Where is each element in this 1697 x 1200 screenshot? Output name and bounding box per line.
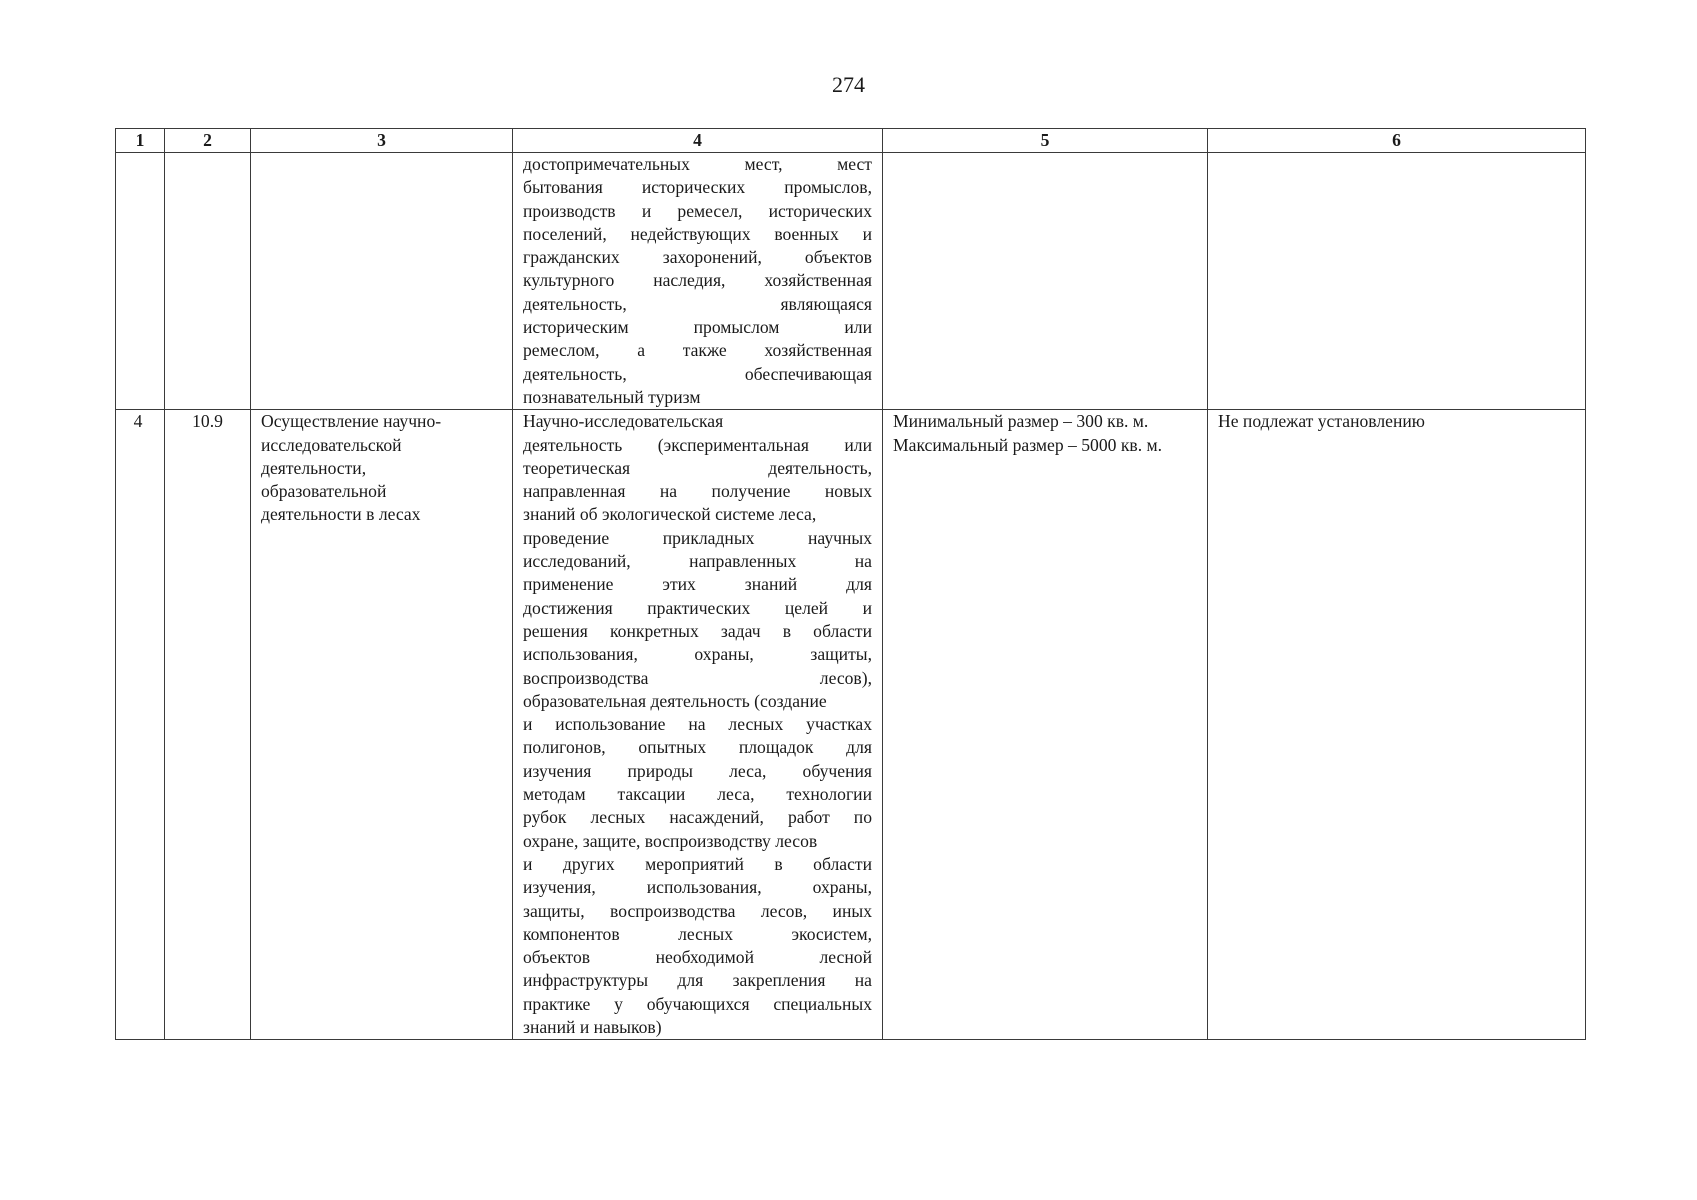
row1-col4-description	[513, 153, 883, 410]
header-col-2: 2	[165, 129, 251, 153]
row2-col4-description	[513, 410, 883, 1040]
text-line: деятельность, обеспечивающая	[523, 363, 872, 384]
row1-col2	[165, 153, 251, 410]
text-line: и других мероприятий в области	[523, 853, 872, 874]
text-line: деятельности,	[261, 457, 367, 478]
row1-col1	[116, 153, 165, 410]
header-col-4: 4	[513, 129, 883, 153]
text-line: изучения, использования, охраны,	[523, 877, 872, 898]
row1-col5	[883, 153, 1208, 410]
text-line: познавательный туризм	[523, 386, 701, 407]
text-line: защиты, воспроизводства лесов, иных	[523, 900, 872, 921]
text-line: компонентов лесных экосистем,	[523, 923, 872, 944]
text-line: образовательной	[261, 481, 387, 502]
row2-col1-number: 4	[116, 410, 165, 1040]
text-line: полигонов, опытных площадок для	[523, 737, 872, 758]
text-line: воспроизводства лесов),	[523, 667, 872, 688]
text-line: применение этих знаний для	[523, 574, 872, 595]
text-line: рубок лесных насаждений, работ по	[523, 807, 872, 828]
text-line: историческим промыслом или	[523, 317, 872, 338]
text-line: инфраструктуры для закрепления на	[523, 970, 872, 991]
text-line: знаний об экологической системе леса,	[523, 504, 817, 525]
row2-col6-restrictions: Не подлежат установлению	[1208, 410, 1586, 1040]
text-line: практике у обучающихся специальных	[523, 993, 872, 1014]
text-line: Научно-исследовательская	[523, 411, 724, 432]
page-number: 274	[832, 72, 865, 97]
row2-col2-code: 10.9	[165, 410, 251, 1040]
text-line: ремеслом, а также хозяйственная	[523, 340, 872, 361]
text-line: деятельность, являющаяся	[523, 293, 872, 314]
row1-col6	[1208, 153, 1586, 410]
header-col-6: 6	[1208, 129, 1586, 153]
header-col-3: 3	[251, 129, 513, 153]
text-line: культурного наследия, хозяйственная	[523, 270, 872, 291]
text-line: методам таксации леса, технологии	[523, 784, 872, 805]
text-line: гражданских захоронений, объектов	[523, 247, 872, 268]
text-line: деятельность (экспериментальная или	[523, 434, 872, 455]
header-col-1: 1	[116, 129, 165, 153]
row1-col3	[251, 153, 513, 410]
text-line: знаний и навыков)	[523, 1016, 662, 1037]
text-line: бытования исторических промыслов,	[523, 177, 872, 198]
min-size-text: Минимальный размер – 300 кв. м.	[893, 411, 1149, 432]
text-line: исследований, направленных на	[523, 551, 872, 572]
table-row	[116, 153, 1586, 410]
max-size-text: Максимальный размер – 5000 кв. м.	[893, 434, 1163, 455]
text-line: теоретическая деятельность,	[523, 457, 872, 478]
text-line: достижения практических целей и	[523, 597, 872, 618]
text-line: объектов необходимой лесной	[523, 947, 872, 968]
table-row	[116, 410, 1586, 1040]
table-header-row	[116, 129, 1586, 153]
text-line: производств и ремесел, исторических	[523, 200, 872, 221]
header-col-5: 5	[883, 129, 1208, 153]
text-line: охране, защите, воспроизводству лесов	[523, 830, 818, 851]
text-line: изучения природы леса, обучения	[523, 760, 872, 781]
land-use-table	[115, 128, 1586, 1040]
text-line: Осуществление научно-	[261, 411, 442, 432]
text-line: образовательная деятельность (создание	[523, 690, 827, 711]
text-line: решения конкретных задач в области	[523, 620, 872, 641]
row2-col3-name	[251, 410, 513, 1040]
text-line: направленная на получение новых	[523, 481, 872, 502]
row2-col5-size	[883, 410, 1208, 1040]
text-line: проведение прикладных научных	[523, 527, 872, 548]
text-line: исследовательской	[261, 434, 402, 455]
text-line: деятельности в лесах	[261, 504, 421, 525]
text-line: использования, охраны, защиты,	[523, 644, 872, 665]
text-line: и использование на лесных участках	[523, 714, 872, 735]
text-line: достопримечательных мест, мест	[523, 154, 872, 174]
text-line: поселений, недействующих военных и	[523, 223, 872, 244]
